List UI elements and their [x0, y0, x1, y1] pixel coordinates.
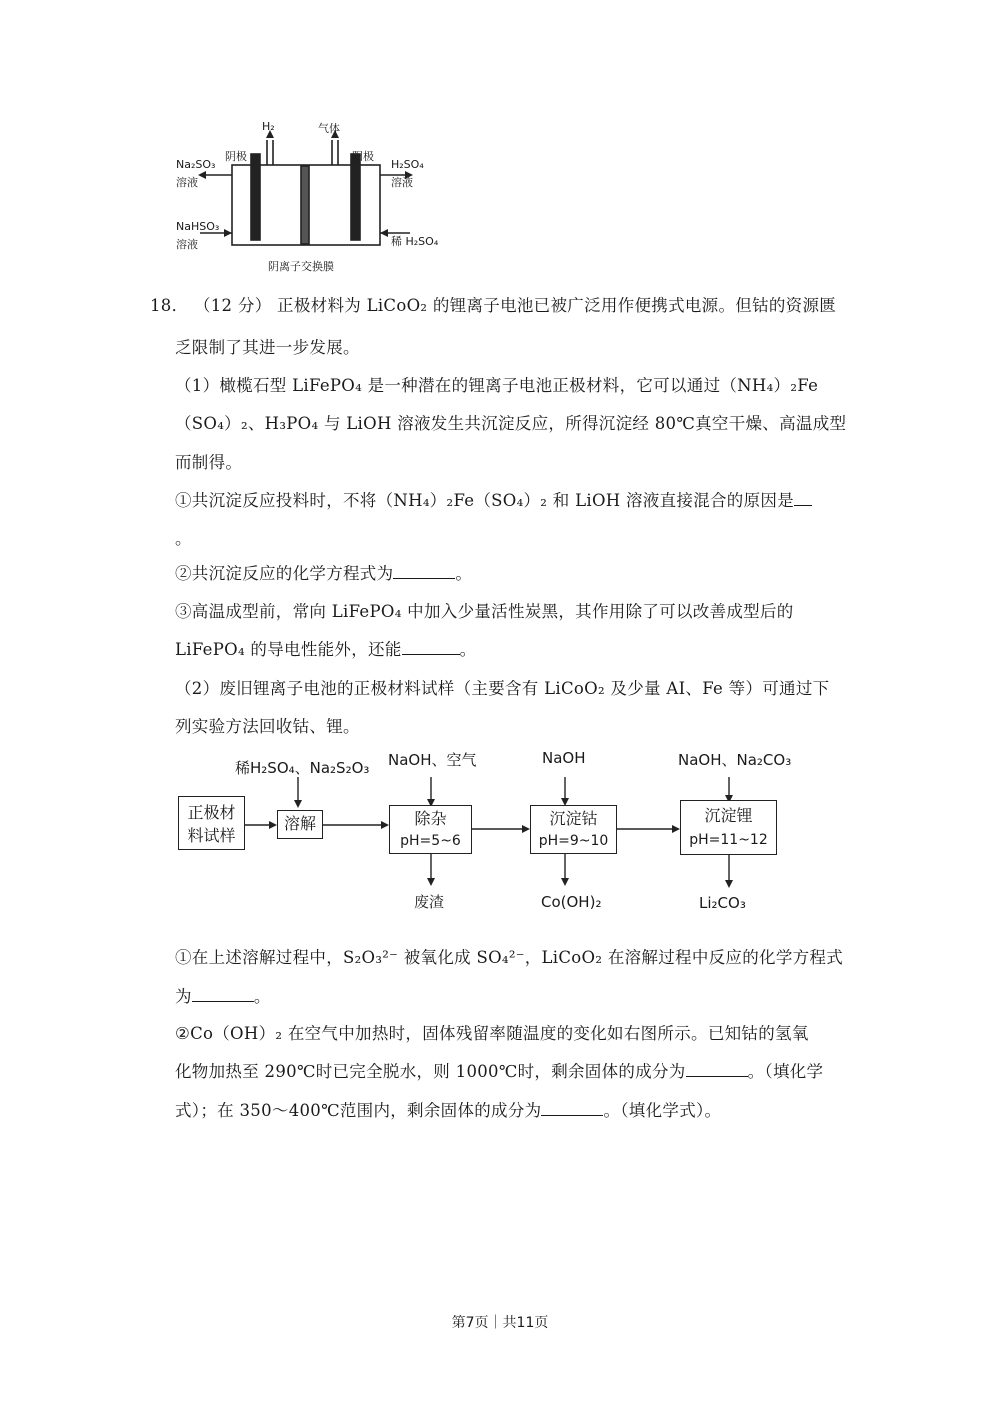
part1-line-1: （1）橄榄石型 LiFePO₄ 是一种潜在的锂离子电池正极材料，它可以通过（NH₄）₂Fe — [175, 376, 819, 395]
sub2-answer-blank[interactable] — [393, 564, 455, 579]
t1-answer-blank[interactable] — [192, 987, 254, 1002]
sub2-text: ②共沉淀反应的化学方程式为 — [175, 564, 394, 583]
box-lithium-line-2: pH=11~12 — [689, 832, 768, 848]
part2-line-2: 列实验方法回收钴、锂。 — [175, 717, 360, 736]
output-cobalt-hydroxide: Co(OH)₂ — [541, 893, 602, 911]
box-sample-line-2: 料试样 — [187, 826, 236, 845]
box-purify-line-2: pH=5~6 — [400, 833, 461, 849]
output-lithium-carbonate: Li₂CO₃ — [699, 894, 746, 912]
sub3-line-2 — [175, 636, 476, 660]
t2-text-a: 化物加热至 290℃时已完全脱水，则 1000℃时，剩余固体的成分为 — [175, 1062, 686, 1081]
part1-line-3: 而制得。 — [175, 453, 243, 472]
sub3-answer-blank[interactable] — [402, 640, 460, 655]
box-precipitate-cobalt — [530, 805, 617, 854]
electrolysis-cell-drawing — [170, 118, 450, 278]
sub3-line-1: ③高温成型前，常向 LiFePO₄ 中加入少量活性炭黑，其作用除了可以改善成型后的 — [175, 602, 794, 621]
question-number: 18． — [150, 296, 189, 315]
reagent-lithium: NaOH、Na₂CO₃ — [678, 751, 792, 769]
t1-line-1: ①在上述溶解过程中，S₂O₃²⁻ 被氧化成 SO₄²⁻，LiCoO₂ 在溶解过程中反应的化学方程式 — [175, 948, 844, 967]
left-top-solution-formula: Na₂SO₃ — [176, 158, 216, 171]
t2-text-c: 式）；在 350～400℃范围内，剩余固体的成分为 — [175, 1101, 542, 1120]
right-top-solution-label: 溶液 — [391, 176, 413, 189]
part2-line-1: （2）废旧锂离子电池的正极材料试样（主要含有 LiCoO₂ 及少量 AI、Fe 等）可通过下 — [175, 679, 830, 698]
box-cobalt-line-1: 沉淀钴 — [549, 809, 598, 828]
reagent-purify: NaOH、空气 — [388, 751, 477, 769]
box-precipitate-lithium — [680, 800, 777, 855]
question-intro-line-2: 乏限制了其进一步发展。 — [175, 338, 360, 357]
t2-text-b: 。（填化学 — [747, 1062, 824, 1081]
membrane-label: 阴离子交换膜 — [268, 260, 334, 273]
box-dissolve: 溶解 — [277, 810, 323, 839]
question-intro-text: 正极材料为 LiCoO₂ 的锂离子电池已被广泛用作便携式电源。但钴的资源匮 — [277, 296, 837, 315]
t1-end: 。 — [253, 987, 271, 1006]
reagent-dissolve: 稀H₂SO₄、Na₂S₂O₃ — [235, 759, 370, 777]
left-bottom-solution-formula: NaHSO₃ — [176, 220, 220, 233]
sub2-end: 。 — [455, 564, 473, 583]
cathode-label: 阴极 — [225, 150, 247, 163]
sub1-end: 。 — [175, 529, 192, 548]
reagent-cobalt: NaOH — [542, 749, 586, 767]
page-footer: 第7页｜共11页 — [451, 1315, 549, 1331]
box-sample-line-1: 正极材 — [187, 803, 236, 822]
box-cobalt-line-2: pH=9~10 — [538, 833, 609, 849]
t2-line-1: ②Co（OH）₂ 在空气中加热时，固体残留率随温度的变化如右图所示。已知钴的氢氧 — [175, 1024, 809, 1043]
t1-line-2 — [175, 983, 271, 1007]
t2-answer-blank-2[interactable] — [541, 1101, 603, 1116]
t2-answer-blank-1[interactable] — [686, 1062, 748, 1077]
right-bottom-solution-label: 稀 H₂SO₄ — [391, 235, 439, 248]
anode-label: 阳极 — [352, 150, 374, 163]
output-waste-residue: 废渣 — [414, 893, 445, 911]
box-sample — [178, 796, 245, 850]
box-lithium-line-1: 沉淀锂 — [704, 806, 753, 825]
sub3-text: LiFePO₄ 的导电性能外，还能 — [175, 640, 402, 659]
t2-line-2 — [175, 1058, 823, 1082]
question-intro-line-1 — [150, 292, 836, 316]
sub1-text: ①共沉淀反应投料时，不将（NH₄）₂Fe（SO₄）₂ 和 LiOH 溶液直接混合的原因是 — [175, 491, 795, 510]
t2-text-d: 。（填化学式）。 — [603, 1101, 722, 1120]
sub1-line — [175, 487, 812, 511]
question-score: （12 分） — [193, 296, 272, 315]
t2-line-3 — [175, 1097, 721, 1121]
t1-text: 为 — [175, 987, 192, 1006]
part1-line-2: （SO₄）₂、H₃PO₄ 与 LiOH 溶液发生共沉淀反应，所得沉淀经 80℃真空干燥、高温成型 — [175, 414, 847, 433]
left-bottom-solution-label: 溶液 — [176, 238, 198, 251]
box-purify-line-1: 除杂 — [414, 809, 447, 828]
sub3-end: 。 — [459, 640, 477, 659]
box-purify — [389, 805, 472, 854]
sub2-line — [175, 560, 472, 584]
sub1-answer-blank[interactable] — [794, 491, 812, 506]
h2-label: H₂ — [262, 120, 275, 133]
right-top-solution-formula: H₂SO₄ — [391, 158, 424, 171]
gas-label: 气体 — [318, 122, 340, 135]
left-top-solution-label: 溶液 — [176, 176, 198, 189]
